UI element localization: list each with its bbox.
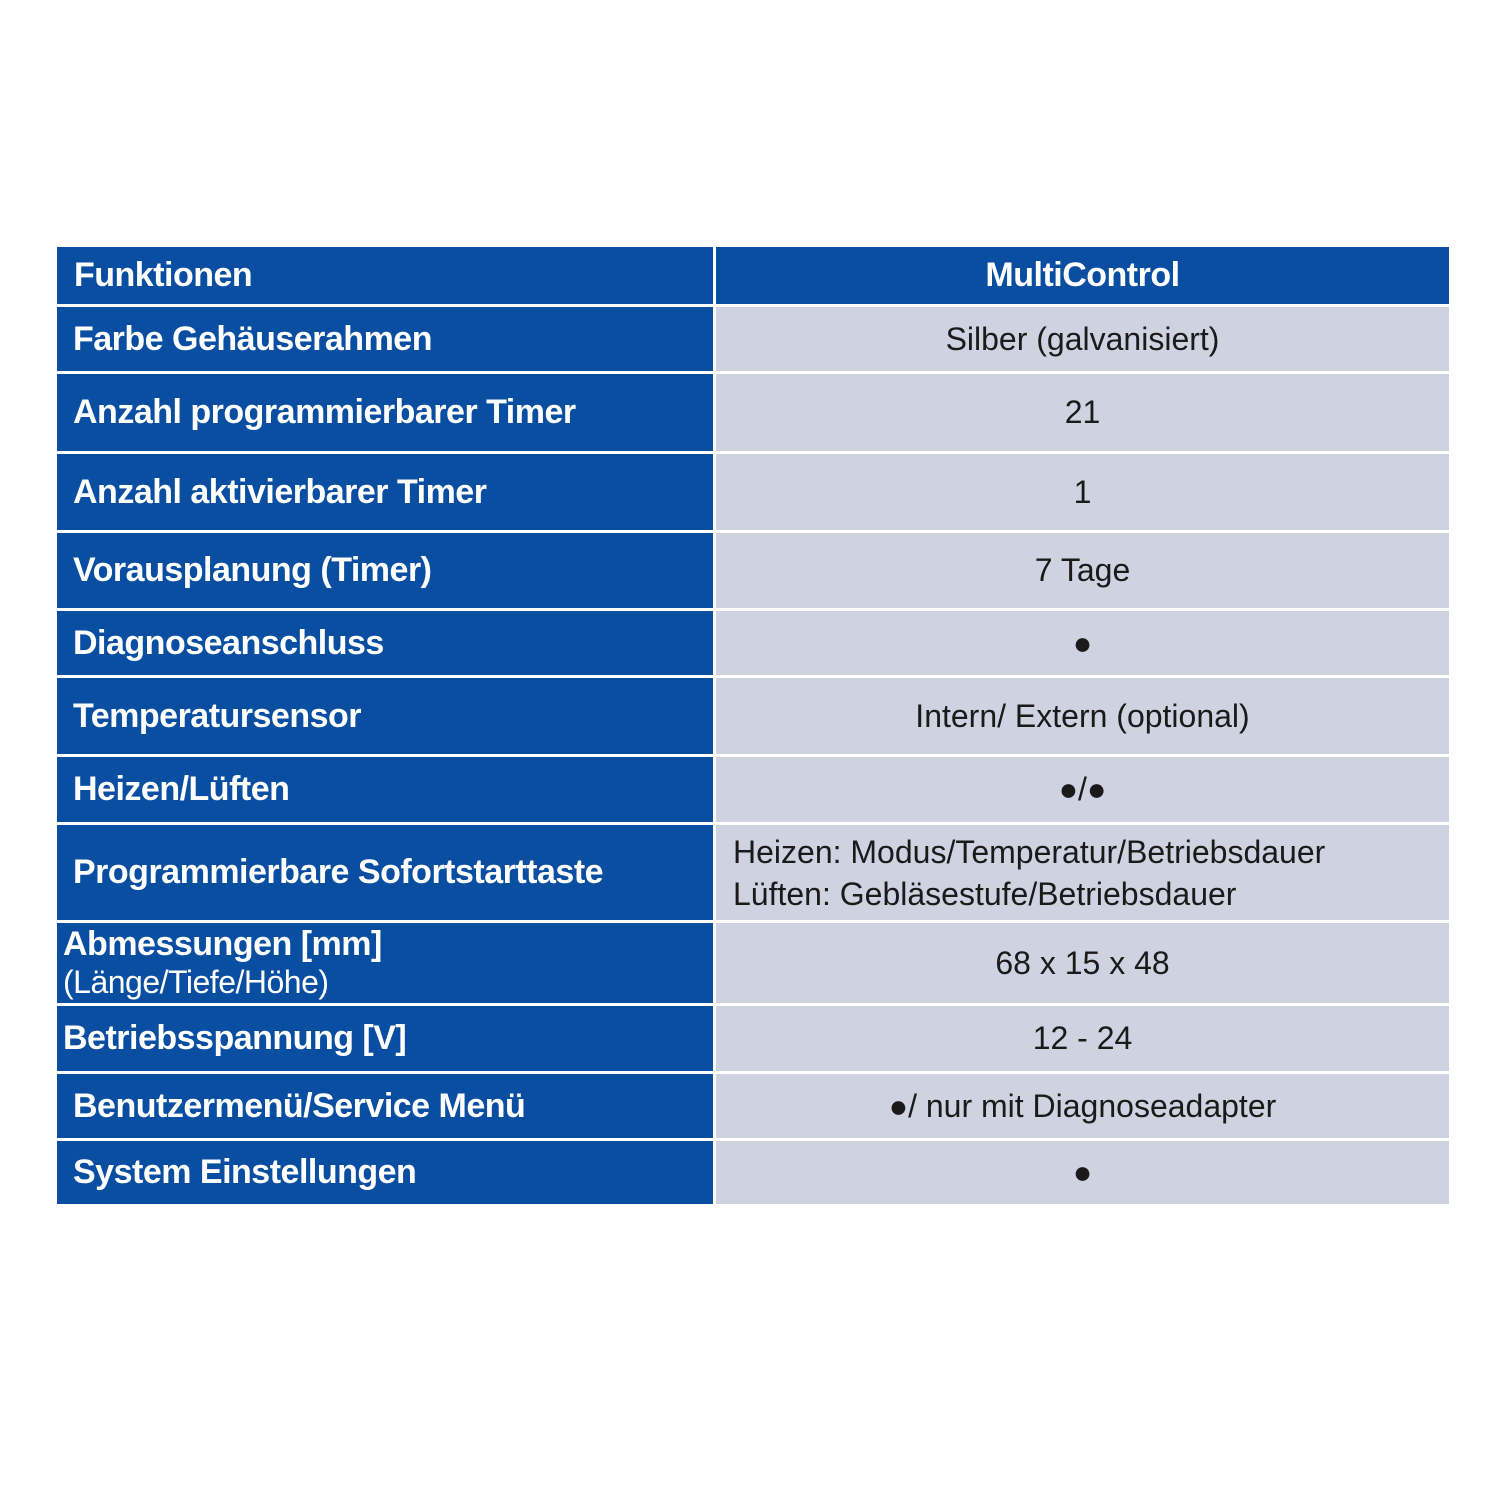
row-label: Anzahl programmierbarer Timer bbox=[57, 374, 713, 454]
table-row bbox=[57, 825, 1449, 923]
row-value: ●/ nur mit Diagnoseadapter bbox=[713, 1074, 1449, 1141]
table-header-row bbox=[57, 247, 1449, 307]
table-row bbox=[57, 923, 1449, 1006]
header-product: MultiControl bbox=[713, 247, 1449, 307]
header-functions: Funktionen bbox=[57, 247, 713, 307]
row-label: Betriebsspannung [V] bbox=[57, 1006, 713, 1074]
row-value-multiline bbox=[713, 825, 1449, 923]
value-line-ventilation: Lüften: Gebläsestufe/Betriebsdauer bbox=[733, 875, 1237, 912]
row-value: 21 bbox=[713, 374, 1449, 454]
table-row bbox=[57, 374, 1449, 454]
table-row bbox=[57, 678, 1449, 757]
table-row bbox=[57, 454, 1449, 533]
value-line-heating: Heizen: Modus/Temperatur/Betriebsdauer bbox=[733, 833, 1326, 870]
table-row bbox=[57, 611, 1449, 678]
table-row bbox=[57, 307, 1449, 374]
row-value: ● bbox=[713, 611, 1449, 678]
row-label: Programmierbare Sofortstarttaste bbox=[57, 825, 713, 923]
table-row bbox=[57, 1006, 1449, 1074]
row-value: ●/● bbox=[713, 757, 1449, 825]
row-label: Temperatursensor bbox=[57, 678, 713, 757]
row-label: Heizen/Lüften bbox=[57, 757, 713, 825]
row-value: Intern/ Extern (optional) bbox=[713, 678, 1449, 757]
row-value: 1 bbox=[713, 454, 1449, 533]
row-label: Anzahl aktivierbarer Timer bbox=[57, 454, 713, 533]
table-row bbox=[57, 1074, 1449, 1141]
row-label: Vorausplanung (Timer) bbox=[57, 533, 713, 611]
row-value: 68 x 15 x 48 bbox=[713, 923, 1449, 1006]
row-value: 12 - 24 bbox=[713, 1006, 1449, 1074]
row-label: Farbe Gehäuserahmen bbox=[57, 307, 713, 374]
row-value: ● bbox=[713, 1141, 1449, 1207]
row-label: Benutzermenü/Service Menü bbox=[57, 1074, 713, 1141]
table-row bbox=[57, 757, 1449, 825]
spec-table bbox=[57, 247, 1449, 1207]
row-label: Abmessungen [mm] bbox=[63, 925, 382, 963]
row-label: Diagnoseanschluss bbox=[57, 611, 713, 678]
row-label: System Einstellungen bbox=[57, 1141, 713, 1207]
row-value: Silber (galvanisiert) bbox=[713, 307, 1449, 374]
row-sublabel: (Länge/Tiefe/Höhe) bbox=[63, 964, 329, 1000]
table-row bbox=[57, 533, 1449, 611]
row-label-with-sub bbox=[57, 923, 713, 1006]
table-row bbox=[57, 1141, 1449, 1207]
row-value: 7 Tage bbox=[713, 533, 1449, 611]
